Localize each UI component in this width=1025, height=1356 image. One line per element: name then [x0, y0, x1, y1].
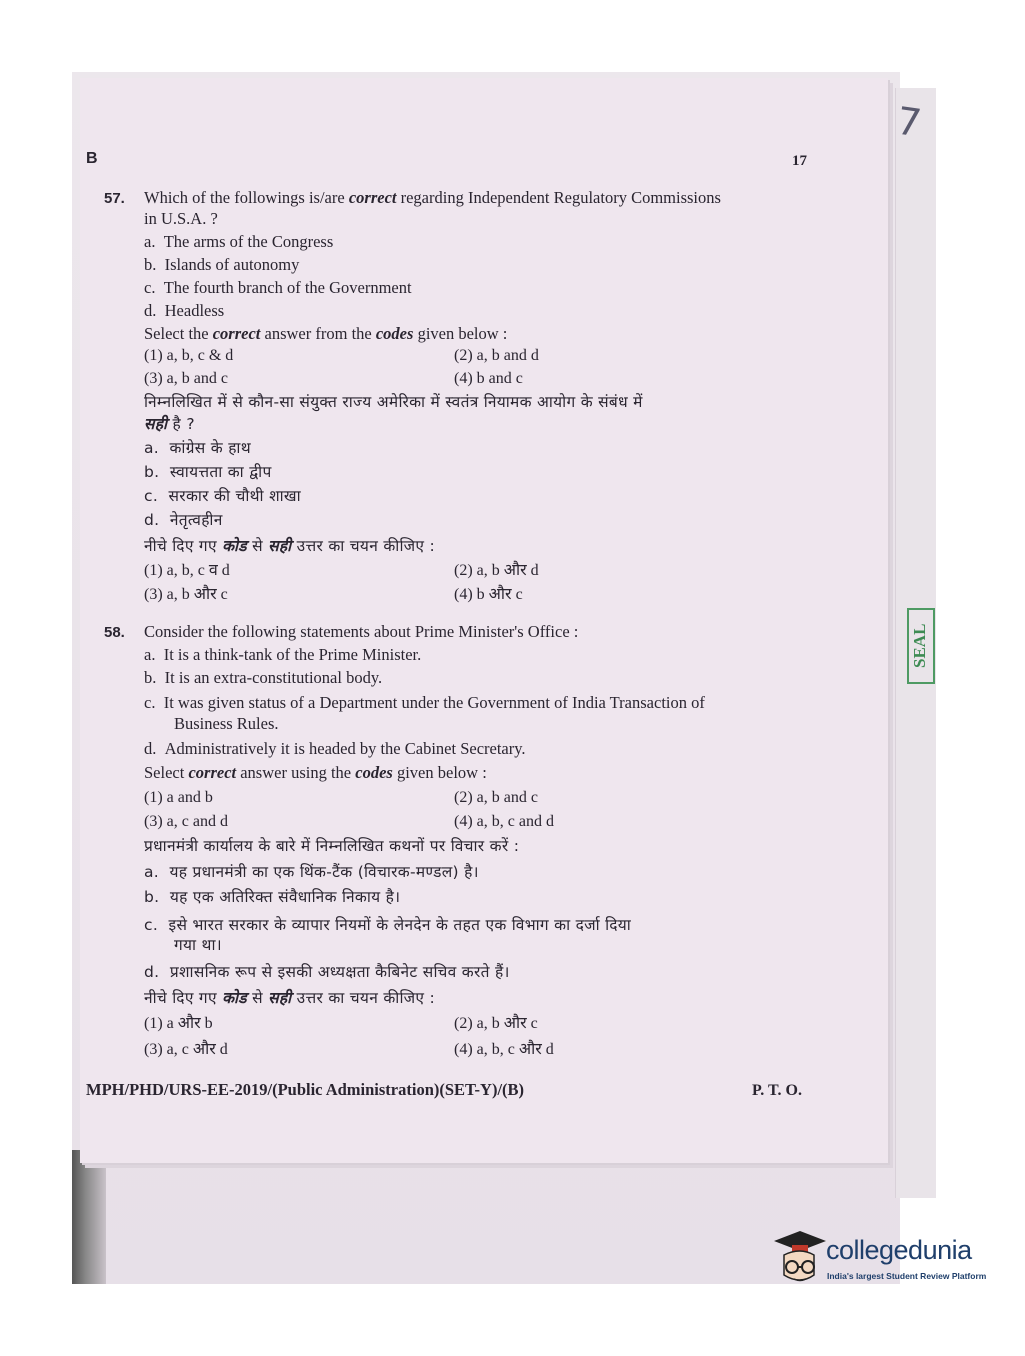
item-hi-b: b. स्वायत्तता का द्वीप [144, 463, 272, 481]
item-hi-c: c. सरकार की चौथी शाखा [144, 487, 301, 505]
stem-en: Consider the following statements about Prime Minister's Office : [144, 622, 579, 641]
option-2-hi[interactable]: (2) a, b और c [454, 1015, 538, 1032]
option-2-en[interactable]: (2) a, b and d [454, 347, 539, 364]
item-en-d: d. Administratively it is headed by the Cabinet Secretary. [144, 739, 526, 758]
paper-code: MPH/PHD/URS-EE-2019/(Public Administration)(SET-Y)/(B) [86, 1080, 525, 1099]
stem-hi: प्रधानमंत्री कार्यालय के बारे में निम्नलिखित कथनों पर विचार करें : [144, 837, 520, 855]
option-1-hi[interactable]: (1) a, b, c व d [144, 562, 230, 579]
item-hi-d: d. नेतृत्वहीन [144, 511, 223, 529]
logo-wordmark: collegedunia [826, 1235, 972, 1265]
item-hi-b: b. यह एक अतिरिक्त संवैधानिक निकाय है। [144, 888, 401, 906]
option-4-hi[interactable]: (4) b और c [454, 586, 523, 603]
select-instruction-hi: नीचे दिए गए कोड से सही उत्तर का चयन कीजिए : [144, 989, 435, 1007]
logo-tagline: India's largest Student Review Platform [827, 1271, 987, 1281]
item-hi-a: a. कांग्रेस के हाथ [144, 439, 251, 457]
option-3-en[interactable]: (3) a, b and c [144, 370, 228, 387]
item-hi-c-cont: गया था। [174, 936, 222, 954]
scan-shadow [72, 1150, 106, 1284]
option-3-hi[interactable]: (3) a, c और d [144, 1041, 228, 1058]
option-4-en[interactable]: (4) a, b, c and d [454, 813, 554, 830]
please-turn-over: P. T. O. [752, 1082, 802, 1099]
select-instruction-en: Select correct answer using the codes given below : [144, 763, 487, 782]
stem-en-cont: in U.S.A. ? [144, 209, 218, 228]
item-hi-c: c. इसे भारत सरकार के व्यापार नियमों के लेनदेन के तहत एक विभाग का दर्जा दिया [144, 916, 632, 934]
item-hi-d: d. प्रशासनिक रूप से इसकी अध्यक्षता कैबिनेट सचिव करते हैं। [144, 963, 510, 981]
option-1-hi[interactable]: (1) a और b [144, 1015, 213, 1032]
item-en-a: a. The arms of the Congress [144, 232, 334, 251]
option-2-en[interactable]: (2) a, b and c [454, 789, 538, 806]
mascot-icon [770, 1223, 826, 1303]
select-instruction-en: Select the correct answer from the codes given below : [144, 324, 508, 343]
option-1-en[interactable]: (1) a and b [144, 789, 213, 806]
option-3-hi[interactable]: (3) a, b और c [144, 586, 228, 603]
item-en-c-cont: Business Rules. [174, 714, 279, 733]
item-en-d: d. Headless [144, 301, 225, 320]
item-en-b: b. Islands of autonomy [144, 255, 300, 274]
set-label: B [86, 150, 98, 167]
option-4-en[interactable]: (4) b and c [454, 370, 523, 387]
question-number: 57. [104, 190, 125, 207]
question-number: 58. [104, 624, 125, 641]
item-en-c: c. The fourth branch of the Government [144, 278, 412, 297]
page-number: 17 [792, 153, 807, 169]
stem-en: Which of the followings is/are correct regarding Independent Regulatory Commissions [144, 188, 721, 207]
item-en-b: b. It is an extra-constitutional body. [144, 668, 383, 687]
option-4-hi[interactable]: (4) a, b, c और d [454, 1041, 554, 1058]
stem-hi: निम्नलिखित में से कौन-सा संयुक्त राज्य अमेरिका में स्वतंत्र नियामक आयोग के संबंध में [144, 393, 643, 411]
item-hi-a: a. यह प्रधानमंत्री का एक थिंक-टैंक (विचारक-मण्डल) है। [144, 863, 479, 881]
option-1-en[interactable]: (1) a, b, c & d [144, 347, 234, 364]
collegedunia-logo[interactable] [770, 1223, 1000, 1313]
seal-stamp: SEAL [907, 608, 935, 684]
option-3-en[interactable]: (3) a, c and d [144, 813, 228, 830]
item-en-c: c. It was given status of a Department under the Government of India Transaction of [144, 693, 705, 712]
item-en-a: a. It is a think-tank of the Prime Minister. [144, 645, 422, 664]
stem-hi-cont: सही है ? [144, 415, 195, 433]
select-instruction-hi: नीचे दिए गए कोड से सही उत्तर का चयन कीजिए : [144, 537, 435, 555]
option-2-hi[interactable]: (2) a, b और d [454, 562, 539, 579]
handwritten-mark: 7 [894, 98, 925, 146]
